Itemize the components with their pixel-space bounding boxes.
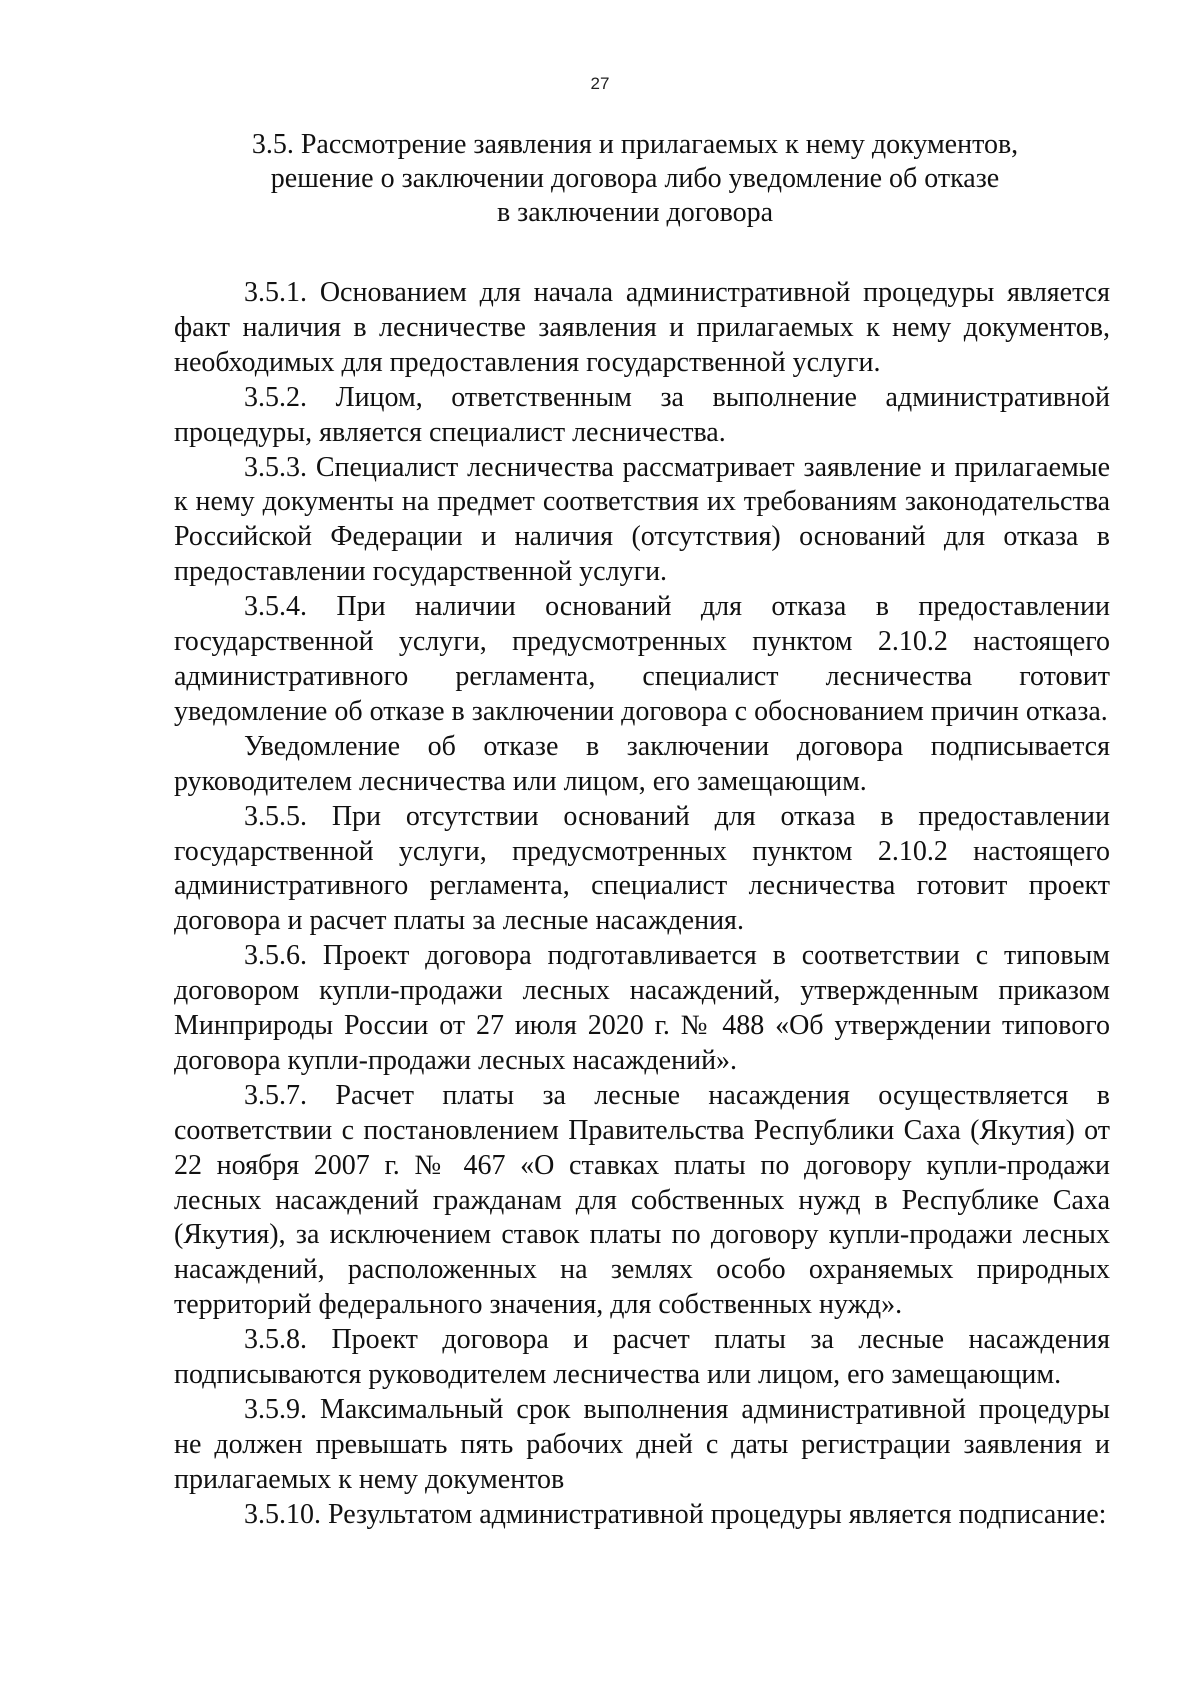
paragraph-3-5-4: 3.5.4. При наличии оснований для отказа в предоставлении государственной услуги, предусмотренных пунктом 2.10.2 настоящего административного регламента, специалист лесничества готовит уведомление об отказе в заключении договора с обоснованием причин отказа. [174,591,1110,727]
paragraph-3-5-10: 3.5.10. Результатом административной процедуры является подписание: [244,1498,1107,1530]
paragraph-3-5-6: 3.5.6. Проект договора подготавливается в соответствии с типовым договором купли-продажи лесных насаждений, утвержденным приказом Минприроды России от 27 июля 2020 г. № 488 «Об утверждении типового договора купли-продажи лесных насаждений». [174,940,1110,1076]
heading-line: 3.5. Рассмотрение заявления и прилагаемых к нему документов, [251,129,1019,160]
section-heading [170,128,1100,230]
paragraph-3-5-5: 3.5.5. При отсутствии оснований для отказа в предоставлении государственной услуги, предусмотренных пунктом 2.10.2 настоящего административного регламента, специалист лесничества готовит проект договора и расчет платы за лесные насаждения. [174,800,1110,937]
paragraph-3-5-7: 3.5.7. Расчет платы за лесные насаждения осуществляется в соответствии с постановлением Правительства Республики Саха (Якутия) от 22 ноября 2007 г. № 467 «О ставках платы по договору купли-продажи лесных насаждений гражданам для собственных нужд в Республике Саха (Якутия), за исключением ставок платы по договору купли-продажи лесных насаждений, расположенных на землях особо охраняемых природных территорий федерального значения, для собственных нужд». [174,1079,1110,1321]
paragraph-3-5-8: 3.5.8. Проект договора и расчет платы за лесные насаждения подписываются руководителем лесничества или лицом, его замещающим. [174,1324,1110,1391]
heading-line: в заключении договора [496,197,774,228]
paragraph-3-5-3: 3.5.3. Специалист лесничества рассматривает заявление и прилагаемые к нему документы на предмет соответствия их требованиям законодательства Российской Федерации и наличия (отсутствия) оснований для отказа в предоставлении государственной услуги. [174,451,1110,588]
paragraph-3-5-2: 3.5.2. Лицом, ответственным за выполнение административной процедуры, является специалист лесничества. [174,381,1110,448]
paragraph-notification: Уведомление об отказе в заключении договора подписывается руководителем лесничества или лицом, его замещающим. [174,730,1110,797]
paragraph-3-5-9: 3.5.9. Максимальный срок выполнения административной процедуры не должен превышать пять рабочих дней с даты регистрации заявления и прилагаемых к нему документов [174,1394,1110,1495]
paragraph-3-5-1: 3.5.1. Основанием для начала административной процедуры является факт наличия в лесничестве заявления и прилагаемых к нему документов, необходимых для предоставления государственной услуги. [174,277,1110,378]
heading-line: решение о заключении договора либо уведомление об отказе [270,163,1000,194]
document-body [174,276,1110,1533]
page-number: 27 [590,74,610,93]
